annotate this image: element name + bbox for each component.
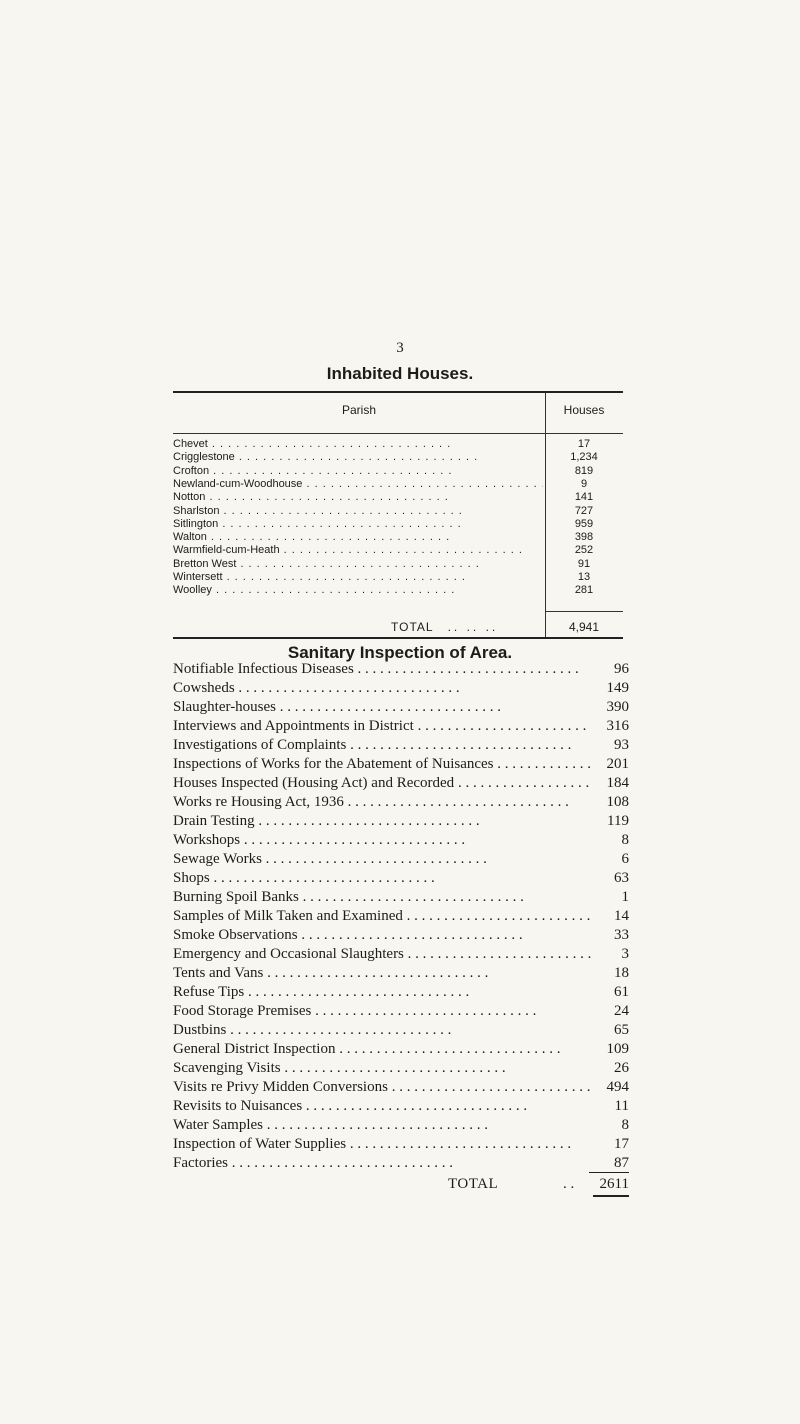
page-number: 3	[396, 340, 404, 356]
inspection-label: Water Samples . .	[173, 1116, 591, 1135]
inspection-count: 184	[606, 775, 629, 791]
list-item	[173, 964, 629, 983]
table-row	[173, 438, 623, 451]
houses-column-header: Houses	[563, 403, 605, 417]
table-row	[173, 531, 623, 544]
inspection-label: Investigations of Complaints . .	[173, 736, 591, 755]
houses-total-text: TOTAL	[391, 620, 434, 634]
inspection-count: 33	[614, 927, 629, 943]
inspection-count: 201	[606, 756, 629, 772]
inspection-label: Dustbins . .	[173, 1021, 591, 1040]
inspection-count: 494	[606, 1079, 629, 1095]
header-divider	[173, 433, 623, 434]
table-row	[173, 544, 623, 557]
houses-count: 141	[574, 491, 594, 504]
inspection-count: 3	[621, 946, 629, 962]
inspection-count: 390	[606, 699, 629, 715]
list-item	[173, 1078, 629, 1097]
inspection-count: 108	[606, 794, 629, 810]
inspection-label: Scavenging Visits . .	[173, 1059, 591, 1078]
inhabited-houses-title: Inhabited Houses.	[326, 364, 474, 383]
houses-count: 13	[577, 571, 591, 583]
parish-name: Sharlston . .	[173, 505, 543, 518]
list-item	[173, 793, 629, 812]
inspection-count: 149	[606, 680, 629, 696]
total-rule	[545, 611, 623, 612]
inspection-label: Factories . .	[173, 1154, 591, 1173]
leader-dots: . .	[563, 1176, 575, 1192]
inspection-count: 17	[614, 1136, 629, 1152]
inspection-label: Emergency and Occasional Slaughters . .	[173, 945, 591, 964]
inspection-count: 6	[621, 851, 629, 867]
parish-name: Warmfield-cum-Heath . .	[173, 544, 543, 557]
houses-total-value: 4,941	[568, 620, 600, 634]
list-item	[173, 1116, 629, 1135]
houses-count: 252	[574, 544, 594, 557]
inspection-label: Tents and Vans . .	[173, 964, 591, 983]
houses-count: 281	[574, 584, 594, 597]
inspection-count: 96	[614, 661, 629, 677]
list-item	[173, 907, 629, 926]
list-item	[173, 1059, 629, 1078]
list-item	[173, 1135, 629, 1154]
inspection-count: 8	[621, 1117, 629, 1133]
inspection-count: 87	[614, 1155, 629, 1171]
inspection-label: Interviews and Appointments in District . .	[173, 717, 591, 736]
inspection-label: Inspection of Water Supplies . .	[173, 1135, 591, 1154]
leader-dots: .. .. ..	[447, 620, 499, 634]
inspection-label: Smoke Observations . .	[173, 926, 591, 945]
table-row	[173, 558, 623, 571]
inspection-label: Inspections of Works for the Abatement of Nuisances . .	[173, 755, 591, 774]
list-item	[173, 736, 629, 755]
inspection-count: 119	[607, 813, 629, 829]
inhabited-houses-table	[173, 391, 623, 639]
inspection-count: 11	[614, 1098, 629, 1114]
parish-name: Crofton . .	[173, 465, 543, 478]
sanitary-total-label: TOTAL	[448, 1176, 499, 1192]
houses-count: 819	[574, 464, 594, 477]
list-item	[173, 1040, 629, 1059]
parish-name: Crigglestone . .	[173, 451, 543, 464]
list-item	[173, 755, 629, 774]
inspection-label: Works re Housing Act, 1936 . .	[173, 793, 591, 812]
parish-name: Chevet . .	[173, 438, 543, 451]
inspection-count: 18	[614, 965, 629, 981]
inspection-label: Slaughter-houses . .	[173, 698, 591, 717]
inspection-label: Food Storage Premises . .	[173, 1002, 591, 1021]
inspection-count: 109	[606, 1041, 629, 1057]
inspection-label: Visits re Privy Midden Conversions . .	[173, 1078, 591, 1097]
inspection-label: Samples of Milk Taken and Examined . .	[173, 907, 591, 926]
table-row	[173, 465, 623, 478]
table-row	[173, 571, 623, 584]
inspection-label: General District Inspection . .	[173, 1040, 591, 1059]
table-row	[173, 478, 623, 491]
inspection-count: 8	[621, 832, 629, 848]
list-item	[173, 774, 629, 793]
inspection-count: 63	[614, 870, 629, 886]
inspection-count: 1	[621, 889, 629, 905]
inspection-label: Burning Spoil Banks . .	[173, 888, 591, 907]
parish-name: Wintersett . .	[173, 571, 543, 584]
inspection-label: Shops . .	[173, 869, 591, 888]
inspection-count: 24	[614, 1003, 629, 1019]
houses-total-label	[391, 620, 498, 634]
table-row	[173, 451, 623, 464]
houses-count: 959	[574, 517, 594, 530]
total-rule-bottom	[593, 1195, 629, 1197]
parish-name: Notton . .	[173, 491, 543, 504]
inspection-label: Notifiable Infectious Diseases . .	[173, 660, 591, 679]
list-item	[173, 945, 629, 964]
houses-count: 727	[574, 504, 594, 517]
inspection-count: 65	[614, 1022, 629, 1038]
inspection-label: Revisits to Nuisances . .	[173, 1097, 591, 1116]
inspection-count: 93	[614, 737, 629, 753]
inspection-count: 14	[614, 908, 629, 924]
list-item	[173, 1002, 629, 1021]
inspection-label: Cowsheds . .	[173, 679, 591, 698]
houses-count: 91	[577, 557, 591, 570]
inspection-label: Sewage Works . .	[173, 850, 591, 869]
list-item	[173, 831, 629, 850]
list-item	[173, 983, 629, 1002]
table-row	[173, 584, 623, 597]
parish-column-header: Parish	[341, 403, 376, 417]
inspection-count: 316	[606, 718, 629, 734]
list-item	[173, 660, 629, 679]
list-item	[173, 926, 629, 945]
sanitary-inspection-title: Sanitary Inspection of Area.	[287, 643, 513, 662]
parish-name: Walton . .	[173, 531, 543, 544]
sanitary-inspection-list	[173, 660, 629, 1173]
list-item	[173, 679, 629, 698]
table-row	[173, 491, 623, 504]
table-row	[173, 518, 623, 531]
houses-count: 17	[577, 438, 591, 450]
total-rule-top	[589, 1172, 629, 1173]
inspection-count: 61	[614, 984, 629, 1000]
parish-name: Bretton West . .	[173, 558, 543, 571]
inspection-count: 26	[614, 1060, 629, 1076]
houses-count: 9	[580, 477, 588, 490]
inspection-label: Drain Testing . .	[173, 812, 591, 831]
houses-count: 1,234	[570, 451, 598, 464]
list-item	[173, 850, 629, 869]
parish-name: Woolley . .	[173, 584, 543, 597]
list-item	[173, 717, 629, 736]
list-item	[173, 812, 629, 831]
list-item	[173, 869, 629, 888]
parish-name: Sitlington . .	[173, 518, 543, 531]
list-item	[173, 1097, 629, 1116]
list-item	[173, 888, 629, 907]
list-item	[173, 698, 629, 717]
table-row	[173, 505, 623, 518]
inspection-label: Workshops . .	[173, 831, 591, 850]
houses-count: 398	[574, 531, 594, 544]
inspection-label: Refuse Tips . .	[173, 983, 591, 1002]
sanitary-total-value: 2611	[599, 1176, 629, 1192]
sanitary-total-row	[173, 1174, 629, 1194]
list-item	[173, 1154, 629, 1173]
list-item	[173, 1021, 629, 1040]
inspection-label: Houses Inspected (Housing Act) and Recorded . .	[173, 774, 591, 793]
parish-name: Newland-cum-Woodhouse . .	[173, 478, 543, 491]
